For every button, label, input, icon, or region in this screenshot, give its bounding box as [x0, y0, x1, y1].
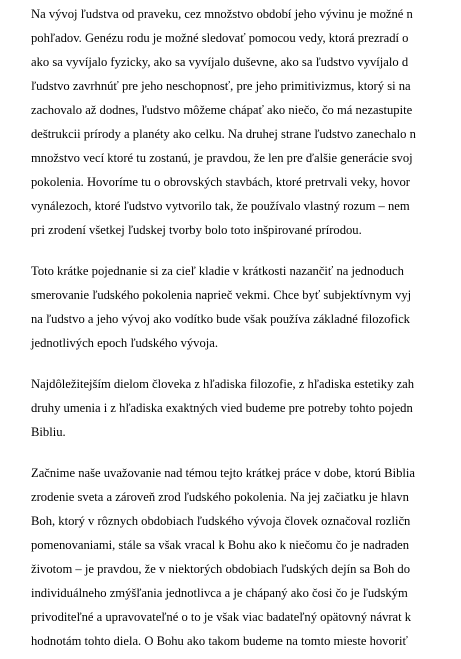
- text-line: množstvo vecí ktoré tu zostanú, je pravdou, že len pre ďalšie generácie svoj: [31, 151, 413, 165]
- text-line: Boh, ktorý v rôznych obdobiach ľudského vývoja človek označoval rozličn: [31, 514, 411, 528]
- text-line: individuálneho zmýšľania jednotlivca a je chápaný ako čosi čo je ľudským: [31, 586, 408, 600]
- text-line: hodnotám tohto diela. O Bohu ako takom budeme na tomto mieste hovoriť: [31, 634, 408, 648]
- text-line: pohľadov. Genézu rodu je možné sledovať pomocou vedy, ktorá prezradí o: [31, 31, 409, 45]
- text-line: pomenovaniami, stále sa však vracal k Bohu ako k niečomu čo je nadraden: [31, 538, 410, 552]
- text-line: zrodenie sveta a zároveň zrod ľudského pokolenia. Na jej začiatku je hlavn: [31, 490, 409, 504]
- text-line: Bibliu.: [31, 425, 66, 439]
- text-line: Na vývoj ľudstva od praveku, cez množstvo období jeho vývinu je možné n: [31, 7, 413, 21]
- text-line: deštrukcii prírody a planéty ako celku. Na druhej strane ľudstvo zanechalo n: [31, 127, 416, 141]
- text-line: Začnime naše uvažovanie nad témou tejto krátkej práce v dobe, ktorú Biblia: [31, 466, 415, 480]
- text-line: zachovalo až dodnes, ľudstvo môžeme chápať ako niečo, čo má nezastupite: [31, 103, 413, 117]
- text-line: smerovanie ľudského pokolenia naprieč vekmi. Chce byť subjektívnym vyj: [31, 288, 412, 302]
- text-line: na ľudstvo a jeho vývoj ako vodítko bude však používa základné filozofick: [31, 312, 410, 326]
- text-line: pri zrodení všetkej ľudskej tvorby bolo toto inšpirované prírodou.: [31, 223, 362, 237]
- text-line: vynálezoch, ktoré ľudstvo vytvorilo tak, že používalo vlastný rozum – nem: [31, 199, 410, 213]
- text-line: Najdôležitejším dielom človeka z hľadiska filozofie, z hľadiska estetiky zah: [31, 377, 415, 391]
- text-line: životom – je pravdou, že v niektorých obdobiach ľudských dejín sa Boh do: [31, 562, 410, 576]
- text-line: druhy umenia i z hľadiska exaktných vied budeme pre potreby tohto pojedn: [31, 401, 413, 415]
- text-line: jednotlivých epoch ľudského vývoja.: [31, 336, 218, 350]
- text-line: ako sa vyvíjalo fyzicky, ako sa vyvíjalo duševne, ako sa ľudstvo vyvíjalo d: [31, 55, 409, 69]
- text-line: privoditeľné a upravovateľné o to je však viac badateľný opätovný návrat k: [31, 610, 412, 624]
- text-line: ľudstvo zavrhnúť pre jeho neschopnosť, pre jeho primitivizmus, ktorý si na: [31, 79, 411, 93]
- text-line: pokolenia. Hovoríme tu o obrovských stavbách, ktoré pretrvali veky, hovor: [31, 175, 410, 189]
- text-line: Toto krátke pojednanie si za cieľ kladie v krátkosti nazančiť na jednoduch: [31, 264, 404, 278]
